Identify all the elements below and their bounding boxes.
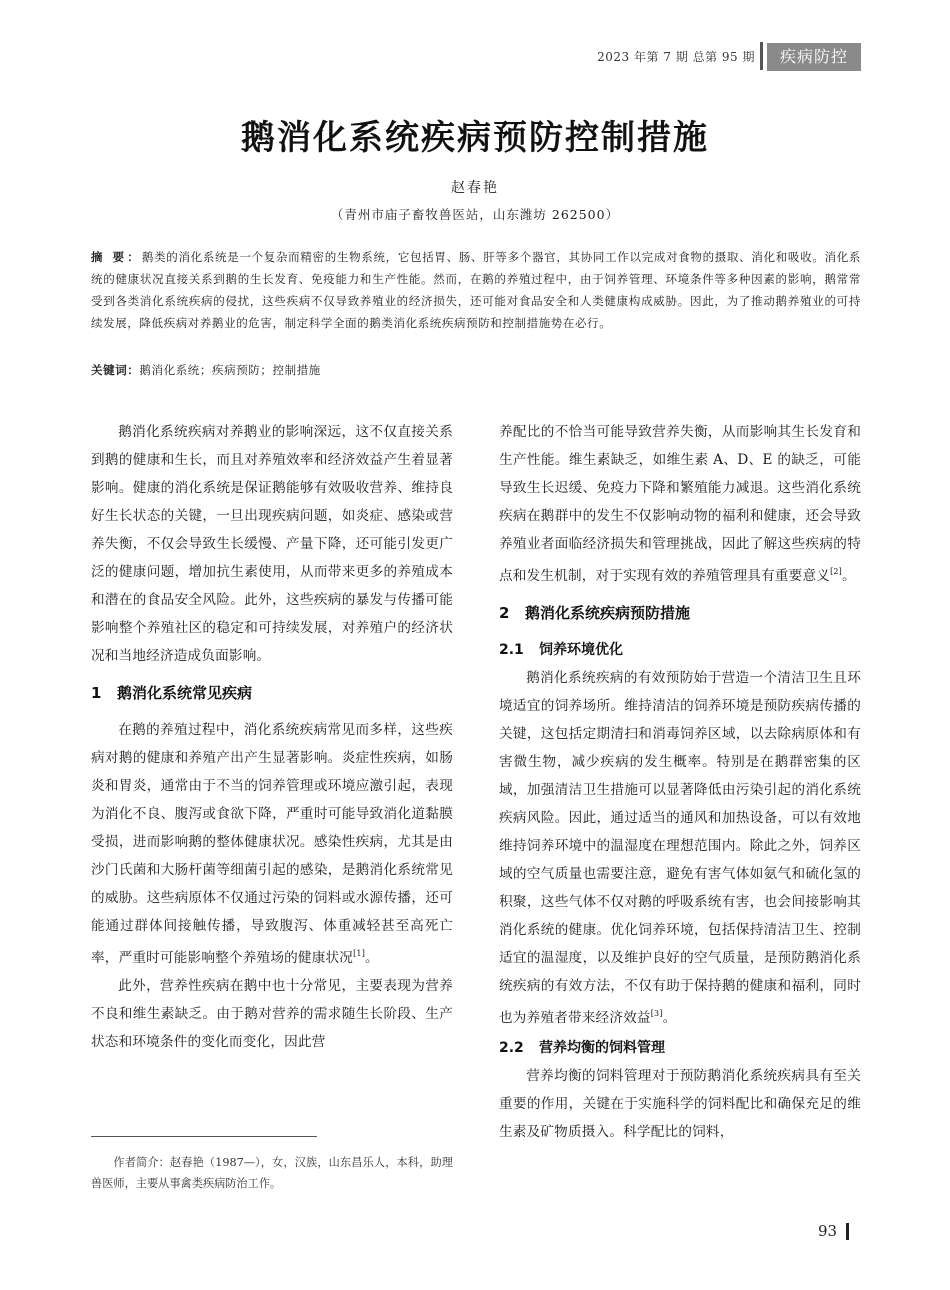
section-2-title: 鹅消化系统疾病预防措施 — [525, 604, 691, 622]
section-2-2-title: 营养均衡的饲料管理 — [539, 1040, 665, 1056]
section-2-1-heading — [499, 636, 861, 664]
abstract-label: 摘 要： — [91, 250, 142, 264]
section-1-p1-end: 。 — [365, 950, 379, 966]
section-2-2-number: 2.2 — [499, 1040, 524, 1056]
footnote-rule — [91, 1136, 317, 1137]
keywords-text: 鹅消化系统；疾病预防；控制措施 — [139, 363, 321, 377]
keywords-label: 关键词： — [91, 363, 140, 377]
section-1-title: 鹅消化系统常见疾病 — [117, 684, 253, 702]
section-2-2-heading — [499, 1034, 861, 1062]
section-2-1-number: 2.1 — [499, 642, 524, 658]
section-tag: 疾病防控 — [767, 43, 861, 71]
header-divider — [760, 42, 763, 70]
issue-info: 2023 年第 7 期 总第 95 期 — [597, 50, 755, 64]
page-number: 93 — [818, 1222, 838, 1240]
section-2-2-paragraph: 营养均衡的饲料管理对于预防鹅消化系统疾病具有至关重要的作用，关键在于实施科学的饲料配比和确保充足的维生素及矿物质摄入。科学配比的饲料， — [499, 1068, 861, 1140]
section-2-heading — [499, 598, 861, 628]
section-1-p1-text: 在鹅的养殖过程中，消化系统疾病常见而多样，这些疾病对鹅的健康和养殖产出产生显著影响。炎症性疾病，如肠炎和胃炎，通常由于不当的饲养管理或环境应激引起，表现为消化不良、腹泻或食欲下降，严重时可能导致消化道黏膜受损，进而影响鹅的整体健康状况。感染性疾病，尤其是由沙门氏菌和大肠杆菌等细菌引起的感染，是鹅消化系统常见的威胁。这些病原体不仅通过污染的饲料或水源传播，还可能通过群体间接触传播，导致腹泻、体重减轻甚至高死亡率，严重时可能影响整个养殖场的健康状况 — [91, 722, 453, 966]
citation-3: [3] — [650, 1009, 663, 1018]
section-1-paragraph-2: 此外，营养性疾病在鹅中也十分常见，主要表现为营养不良和维生素缺乏。由于鹅对营养的需求随生长阶段、生产状态和环境条件的变化而变化，因此营 — [91, 978, 453, 1050]
continued-text: 养配比的不恰当可能导致营养失衡，从而影响其生长发育和生产性能。维生素缺乏，如维生素 A、D、E 的缺乏，可能导致生长迟缓、免疫力下降和繁殖能力减退。这些消化系统疾病在鹅群中的发生不仅影响动物的福利和健康，还会导致养殖业者面临经济损失和管理挑战，因此了解这些疾病的特点和发生机制，对于实现有效的养殖管理具有重要意义 — [499, 424, 861, 584]
abstract-text: 鹅类的消化系统是一个复杂而精密的生物系统，它包括胃、肠、肝等多个器官，其协同工作以完成对食物的摄取、消化和吸收。消化系统的健康状况直接关系到鹅的生长发育、免疫能力和生产性能。然而，在鹅的养殖过程中，由于饲养管理、环境条件等多种因素的影响，鹅常常受到各类消化系统疾病的侵扰，这些疾病不仅导致养殖业的经济损失，还可能对食品安全和人类健康构成威胁。因此，为了推动鹅养殖业的可持续发展，降低疾病对养鹅业的危害，制定科学全面的鹅类消化系统疾病预防和控制措施势在必行。 — [91, 250, 861, 330]
section-2-1-text: 鹅消化系统疾病的有效预防始于营造一个清洁卫生且环境适宜的饲养场所。维持清洁的饲养环境是预防疾病传播的关键，这包括定期清扫和消毒饲养区域，以去除病原体和有害微生物，减少疾病的发生概率。特别是在鹅群密集的区域，加强清洁卫生措施可以显著降低由污染引起的消化系统疾病风险。因此，通过适当的通风和加热设备，可以有效地维持饲养环境中的温湿度在理想范围内。除此之外，饲养区域的空气质量也需要注意，避免有害气体如氨气和硫化氢的积聚，这些气体不仅对鹅的呼吸系统有害，也会间接影响其消化系统的健康。优化饲养环境，包括保持清洁卫生、控制适宜的温湿度，以及维护良好的空气质量，是预防鹅消化系统疾病的有效方法，不仅有助于保持鹅的健康和福利，同时也为养殖者带来经济效益 — [499, 670, 861, 1026]
continued-paragraph — [499, 418, 861, 590]
section-1-paragraph-1 — [91, 716, 453, 972]
section-2-1-paragraph — [499, 664, 861, 1032]
continued-end: 。 — [842, 568, 856, 584]
abstract — [91, 246, 861, 334]
intro-paragraph: 鹅消化系统疾病对养鹅业的影响深远，这不仅直接关系到鹅的健康和生长，而且对养殖效率和经济效益产生着显著影响。健康的消化系统是保证鹅能够有效吸收营养、维持良好生长状态的关键，一旦出现疾病问题，如炎症、感染或营养失衡，不仅会导致生长缓慢、产量下降，还可能引发更广泛的健康问题，增加抗生素使用，从而带来更多的养殖成本和潜在的食品安全风险。此外，这些疾病的暴发与传播可能影响整个养殖社区的稳定和可持续发展，对养殖户的经济状况和当地经济造成负面影响。 — [91, 424, 453, 664]
author-footnote: 作者简介：赵春艳（1987—），女，汉族，山东昌乐人，本科，助理兽医师，主要从事禽类疾病防治工作。 — [91, 1156, 453, 1190]
section-2-1-title: 饲养环境优化 — [539, 642, 623, 658]
keywords — [91, 360, 861, 380]
right-column — [499, 418, 861, 1146]
section-2-1-end: 。 — [662, 1010, 677, 1026]
citation-1: [1] — [353, 949, 366, 958]
author-name: 赵春艳 — [451, 180, 499, 196]
page-number-bar — [846, 1223, 849, 1240]
section-1-heading — [91, 678, 453, 708]
article-title: 鹅消化系统疾病预防控制措施 — [241, 118, 709, 158]
section-2-number: 2 — [499, 604, 510, 622]
author-affiliation: （青州市庙子畜牧兽医站，山东潍坊 262500） — [330, 207, 620, 222]
citation-2: [2] — [830, 567, 842, 576]
section-1-number: 1 — [91, 684, 102, 702]
left-column — [91, 418, 453, 1056]
